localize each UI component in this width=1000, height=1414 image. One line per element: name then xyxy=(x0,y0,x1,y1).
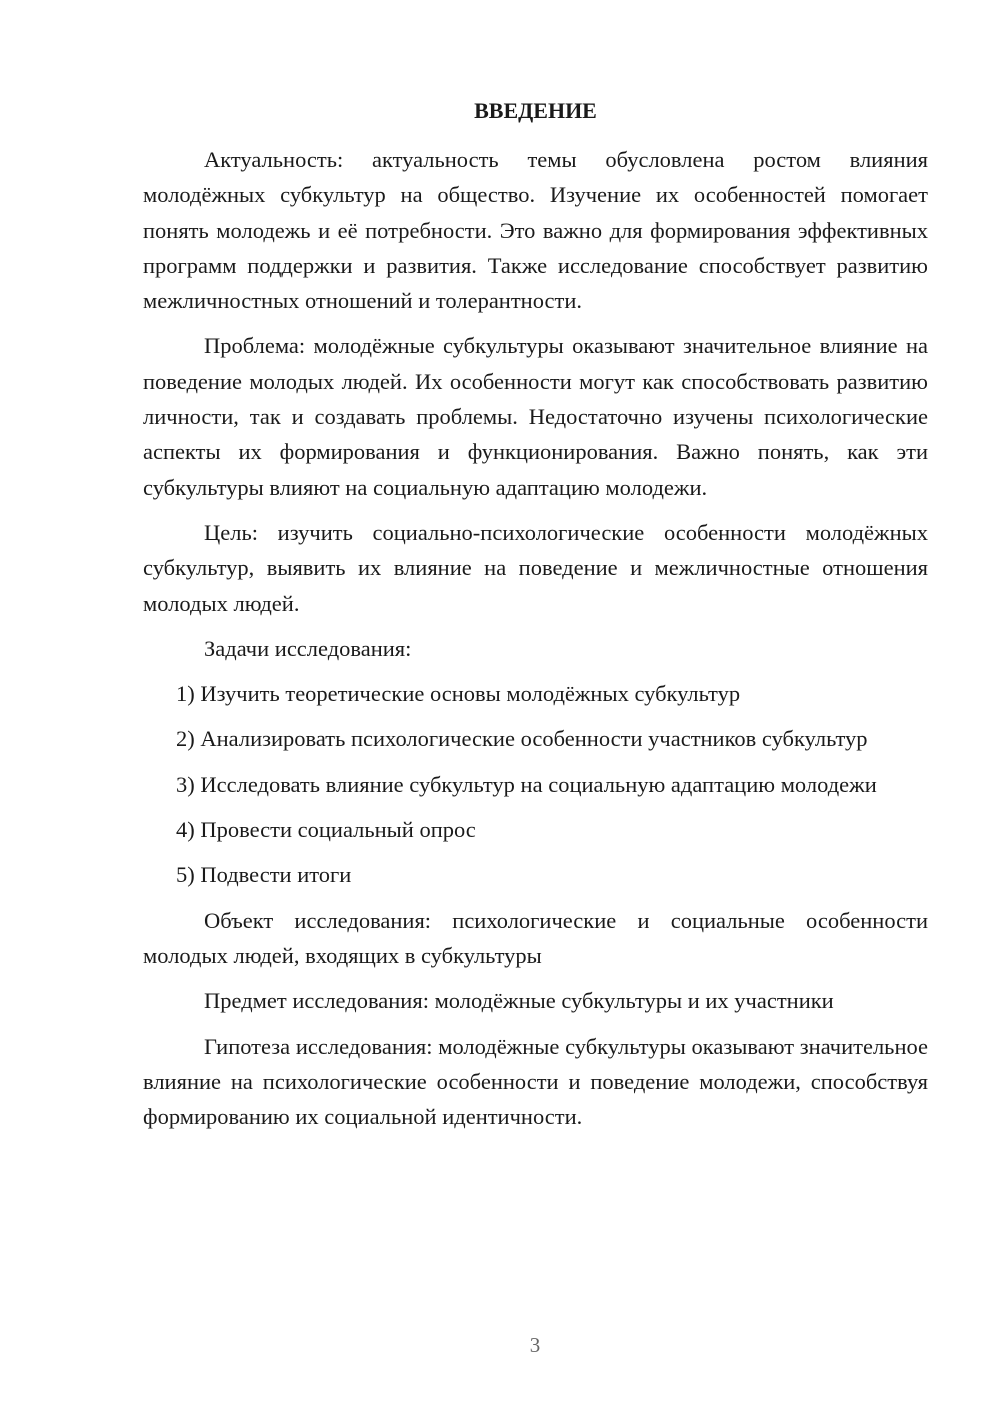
tasks-heading: Задачи исследования: xyxy=(204,635,412,661)
object-paragraph: Объект исследования: психологические и социальные особенности молодых людей, входящих в субкультуры xyxy=(143,907,928,968)
relevance-paragraph: Актуальность: актуальность темы обусловлена ростом влияния молодёжных субкультур на общество. Изучение их особенностей помогает понять молодежь и её потребности. Это важно для формирования эффективных программ поддержки и развития. Также исследование способствует развитию межличностных отношений и толерантности. xyxy=(143,147,928,314)
document-page xyxy=(143,93,928,1144)
page-title: ВВЕДЕНИЕ xyxy=(474,98,597,123)
task-item-3: 3) Исследовать влияние субкультур на социальную адаптацию молодежи xyxy=(176,771,877,797)
tasks-list xyxy=(143,676,928,892)
task-item-5: 5) Подвести итоги xyxy=(176,862,352,888)
problem-paragraph: Проблема: молодёжные субкультуры оказывают значительное влияние на поведение молодых людей. Их особенности могут как способствовать развитию личности, так и создавать проблемы. Недостаточно изучены психологические аспекты их формирования и функционирования. Важно понять, как эти субкультуры влияют на социальную адаптацию молодежи. xyxy=(143,333,928,500)
hypothesis-paragraph: Гипотеза исследования: молодёжные субкультуры оказывают значительное влияние на психологические особенности и поведение молодежи, способствуя формированию их социальной идентичности. xyxy=(143,1033,928,1130)
task-item-4: 4) Провести социальный опрос xyxy=(176,817,476,843)
goal-paragraph: Цель: изучить социально-психологические особенности молодёжных субкультур, выявить их влияние на поведение и межличностные отношения молодых людей. xyxy=(143,519,928,616)
page-number: 3 xyxy=(529,1333,541,1357)
task-item-1: 1) Изучить теоретические основы молодёжных субкультур xyxy=(176,681,741,707)
task-item-2: 2) Анализировать психологические особенности участников субкультур xyxy=(176,726,868,752)
subject-paragraph: Предмет исследования: молодёжные субкультуры и их участники xyxy=(204,988,834,1014)
